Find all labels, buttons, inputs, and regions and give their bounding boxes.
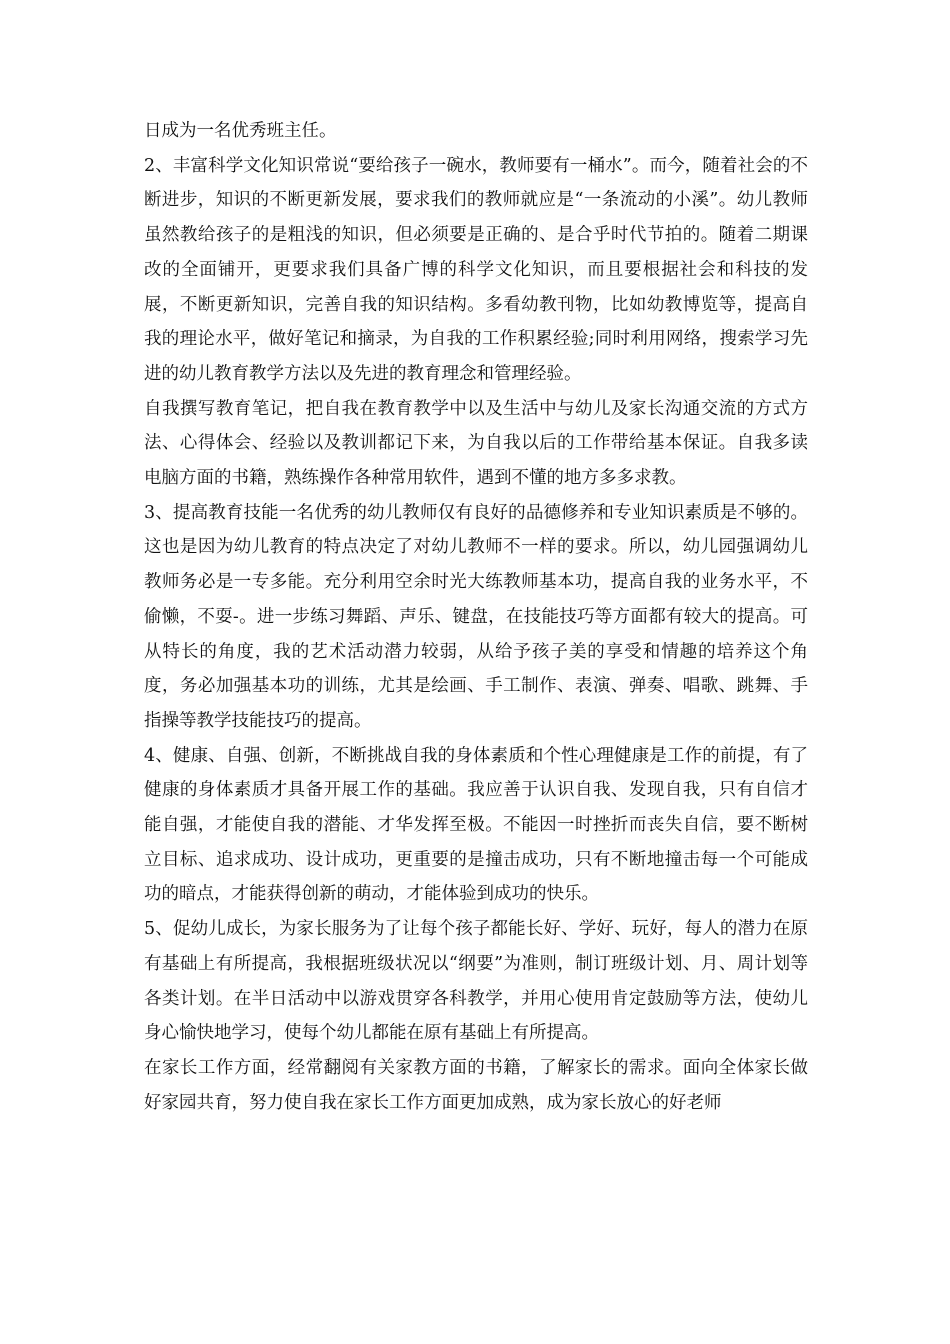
paragraph-3: 自我撰写教育笔记，把自我在教育教学中以及生活中与幼儿及家长沟通交流的方式方法、心得体会、经验以及教训都记下来，为自我以后的工作带给基本保证。自我多读电脑方面的书籍，熟练操作各种常用软件，遇到不懂的地方多多求教。	[144, 398, 808, 489]
paragraph-6: 5、促幼儿成长，为家长服务为了让每个孩子都能长好、学好、玩好，每人的潜力在原有基础上有所提高，我根据班级状况以“纲要”为准则，制订班级计划、月、周计划等各类计划。在半日活动中以游戏贯穿各科教学，并用心使用肯定鼓励等方法，使幼儿身心愉快地学习，使每个幼儿都能在原有基础上有所提高。	[144, 919, 808, 1044]
document-page	[144, 114, 808, 1120]
paragraph-5: 4、健康、自强、创新，不断挑战自我的身体素质和个性心理健康是工作的前提，有了健康的身体素质才具备开展工作的基础。我应善于认识自我、发现自我，只有自信才能自强，才能使自我的潜能、才华发挥至极。不能因一时挫折而丧失自信，要不断树立目标、追求成功、设计成功，更重要的是撞击成功，只有不断地撞击每一个可能成功的暗点，才能获得创新的萌动，才能体验到成功的快乐。	[144, 745, 808, 905]
paragraph-4: 3、提高教育技能一名优秀的幼儿教师仅有良好的品德修养和专业知识素质是不够的。这也是因为幼儿教育的特点决定了对幼儿教师不一样的要求。所以，幼儿园强调幼儿教师务必是一专多能。充分利用空余时光大练教师基本功，提高自我的业务水平，不偷懒，不耍-。进一步练习舞蹈、声乐、键盘，在技能技巧等方面都有较大的提高。可从特长的角度，我的艺术活动潜力较弱，从给予孩子美的享受和情趣的培养这个角度，务必加强基本功的训练，尤其是绘画、手工制作、表演、弹奏、唱歌、跳舞、手指操等教学技能技巧的提高。	[144, 502, 808, 731]
paragraph-7: 在家长工作方面，经常翻阅有关家教方面的书籍，了解家长的需求。面向全体家长做好家园共育，努力使自我在家长工作方面更加成熟，成为家长放心的好老师	[144, 1057, 808, 1113]
paragraph-2: 2、丰富科学文化知识常说“要给孩子一碗水，教师要有一桶水”。而今，随着社会的不断进步，知识的不断更新发展，要求我们的教师就应是“一条流动的小溪”。幼儿教师虽然教给孩子的是粗浅的知识，但必须要是正确的、是合乎时代节拍的。随着二期课改的全面铺开，更要求我们具备广博的科学文化知识，而且要根据社会和科技的发展，不断更新知识，完善自我的知识结构。多看幼教刊物，比如幼教博览等，提高自我的理论水平，做好笔记和摘录，为自我的工作积累经验;同时利用网络，搜索学习先进的幼儿教育教学方法以及先进的教育理念和管理经验。	[144, 155, 808, 384]
paragraph-1: 日成为一名优秀班主任。	[144, 121, 337, 141]
